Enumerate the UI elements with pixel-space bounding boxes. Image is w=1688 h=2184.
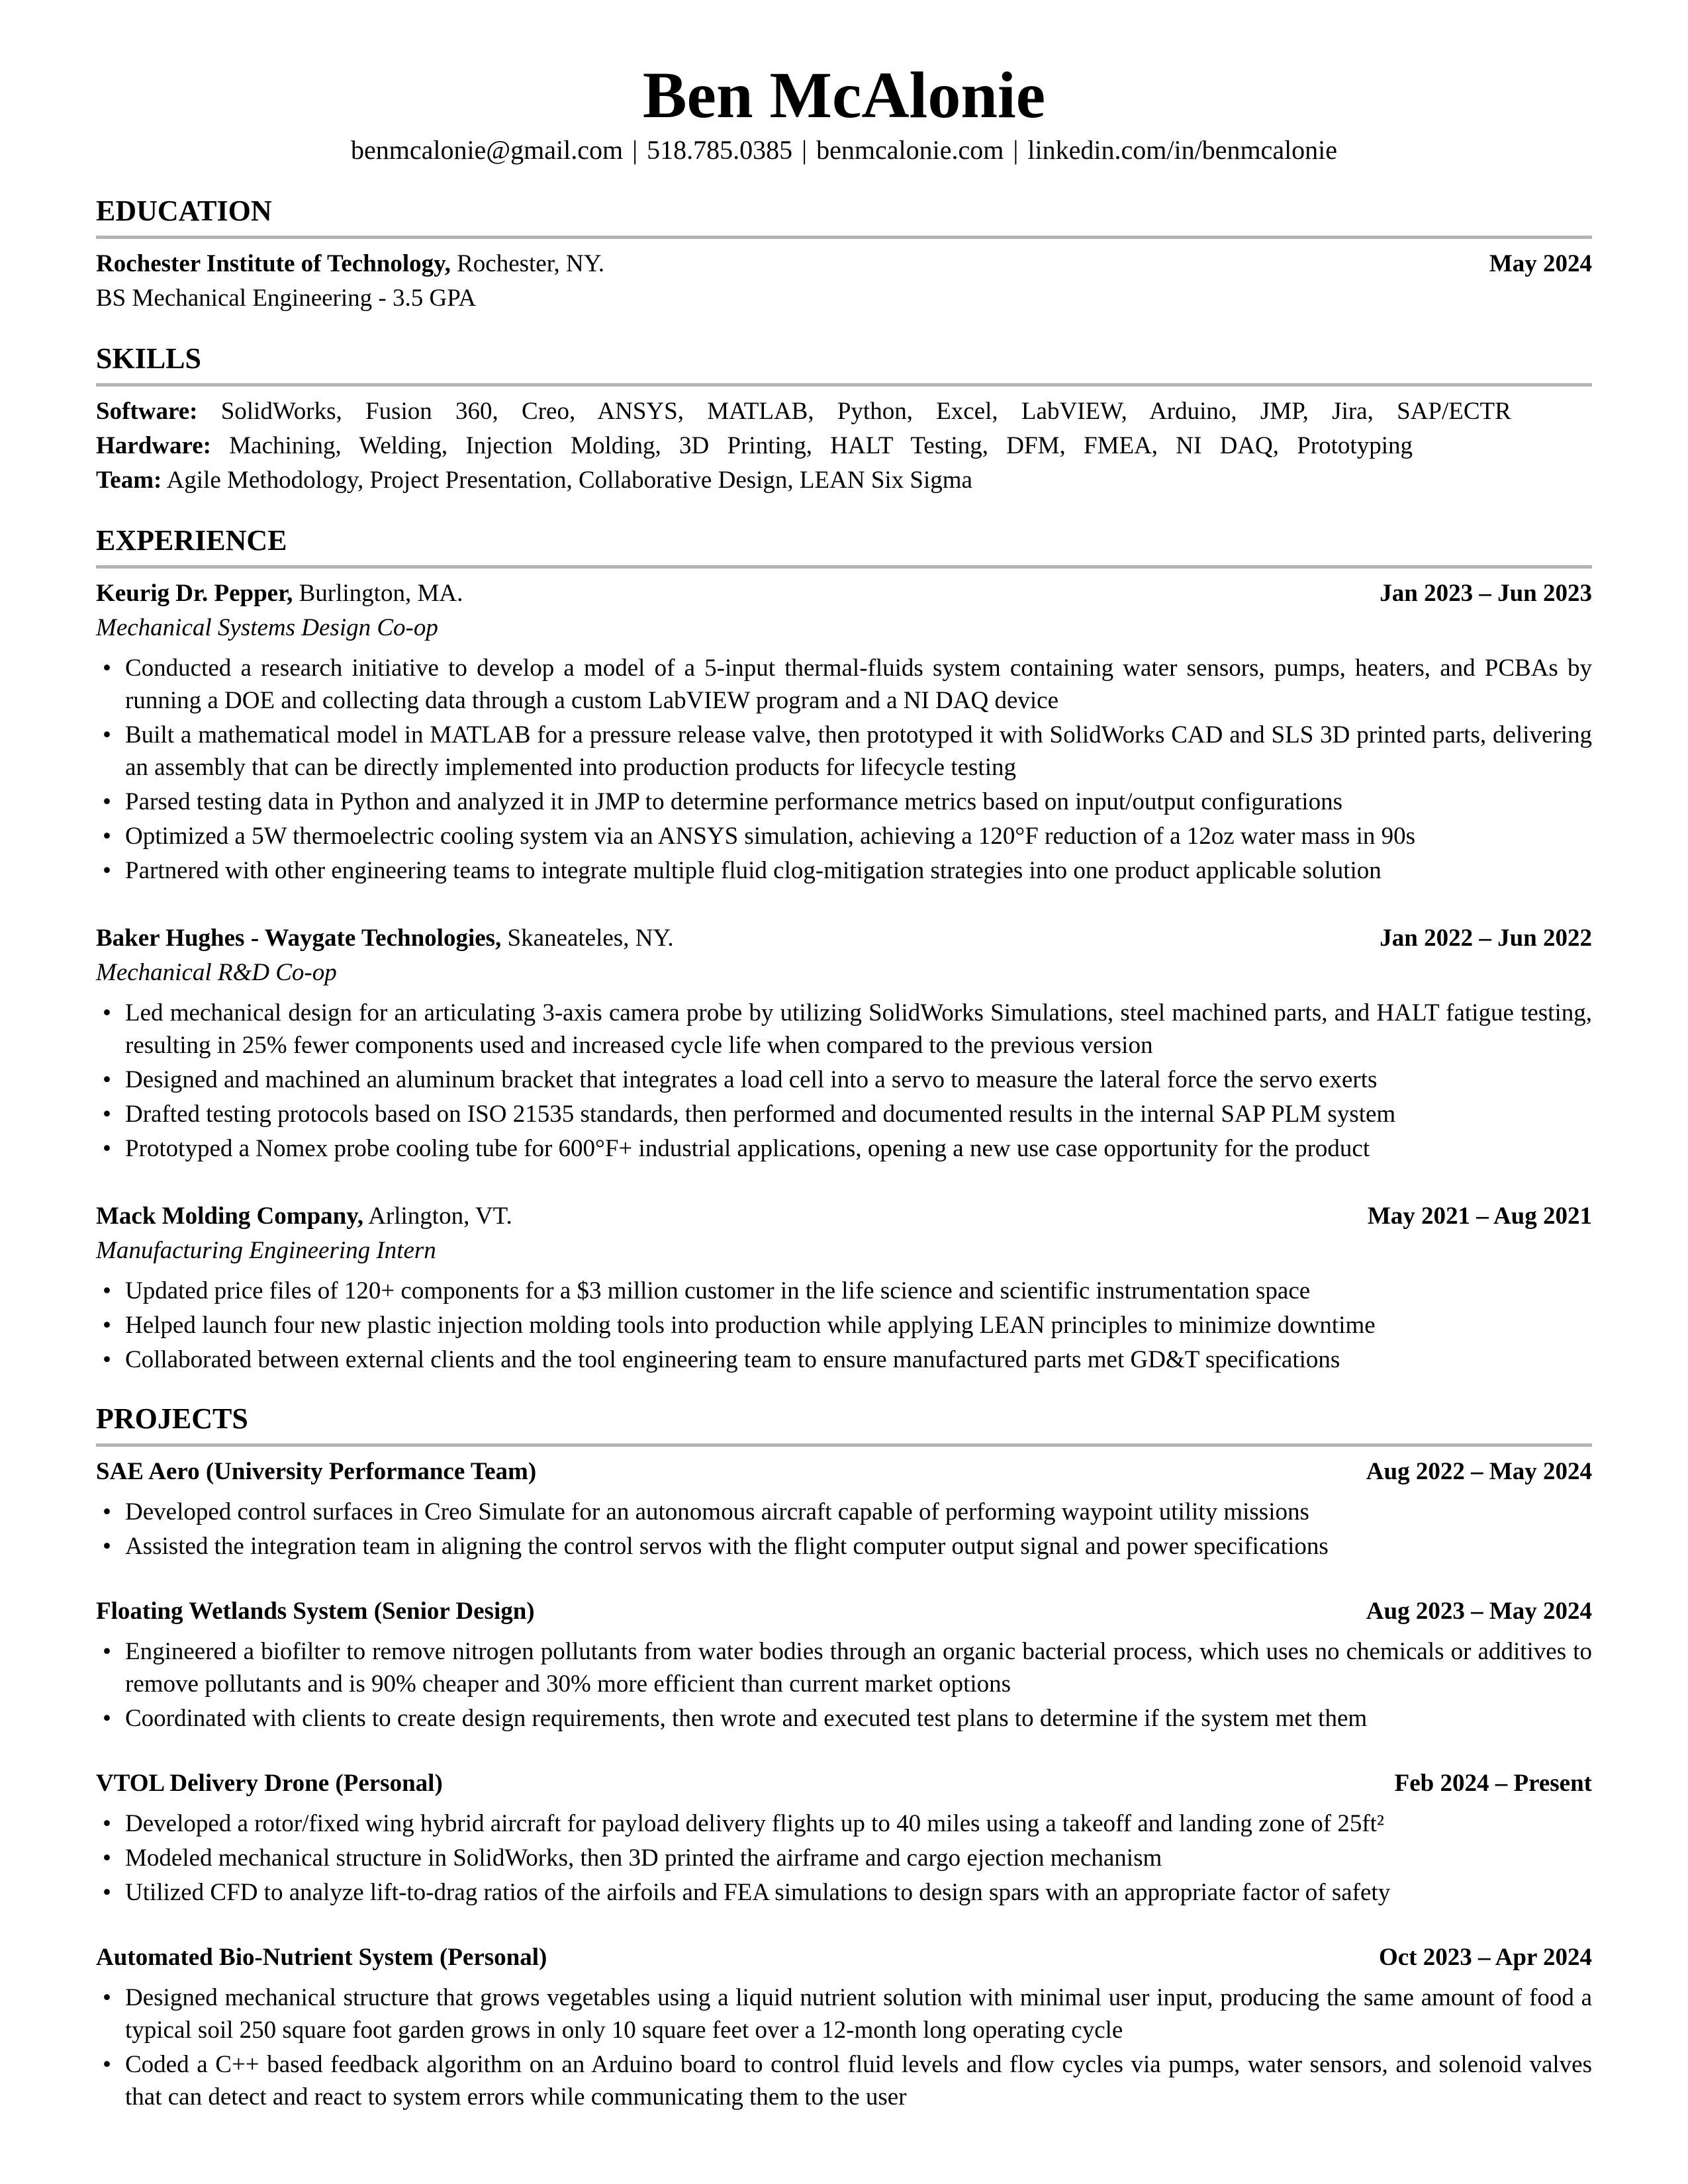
section-title-skills: SKILLS xyxy=(96,342,201,375)
education-entry-header xyxy=(96,247,1592,281)
contact-separator: | xyxy=(802,135,808,165)
job-role: Mechanical Systems Design Co-op xyxy=(96,614,438,641)
section-divider xyxy=(96,565,1592,569)
job-header xyxy=(96,576,1592,611)
project-bullet-list xyxy=(96,1981,1592,2113)
project-header xyxy=(96,1766,1592,1801)
contact-line xyxy=(96,132,1592,168)
project-header xyxy=(96,1594,1592,1629)
bullet-item: • Led mechanical design for an articulating 3-axis camera probe by utilizing SolidWorks Simulations, steel machined parts, and HALT fatigue testing, resulting in 25% fewer components used and increased cycle life when compared to the previous version xyxy=(96,997,1592,1062)
job-keurig xyxy=(96,576,1592,887)
company-location: Arlington, VT. xyxy=(368,1203,512,1230)
bullet-item: • Helped launch four new plastic injection molding tools into production while applying LEAN principles to minimize downtime xyxy=(96,1309,1592,1342)
contact-phone: 518.785.0385 xyxy=(647,135,793,165)
project-name: VTOL Delivery Drone (Personal) xyxy=(96,1770,443,1797)
project-dates: Oct 2023 – Apr 2024 xyxy=(1378,1944,1592,1971)
bullet-item: • Optimized a 5W thermoelectric cooling system via an ANSYS simulation, achieving a 120°F reduction of a 12oz water mass in 90s xyxy=(96,820,1592,852)
company-name: Mack Molding Company, xyxy=(96,1203,363,1230)
section-divider xyxy=(96,1443,1592,1447)
bullet-item: • Engineered a biofilter to remove nitrogen pollutants from water bodies through an organic bacterial process, which uses no chemicals or additives to remove pollutants and is 90% cheaper and 30% more efficient than current market options xyxy=(96,1635,1592,1700)
company-line xyxy=(96,1199,512,1234)
contact-linkedin: linkedin.com/in/benmcalonie xyxy=(1027,135,1338,165)
project-name: SAE Aero (University Performance Team) xyxy=(96,1458,537,1485)
contact-separator: | xyxy=(632,135,638,165)
job-dates: Jan 2023 – Jun 2023 xyxy=(1380,580,1592,607)
company-name: Baker Hughes - Waygate Technologies, xyxy=(96,925,502,952)
job-baker-hughes xyxy=(96,921,1592,1165)
job-bullet-list xyxy=(96,997,1592,1165)
education-date: May 2024 xyxy=(1489,250,1592,277)
project-name: Floating Wetlands System (Senior Design) xyxy=(96,1598,535,1625)
bullet-item: • Assisted the integration team in aligning the control servos with the flight computer output signal and power specifications xyxy=(96,1530,1592,1563)
company-line xyxy=(96,576,463,611)
project-bullet-list xyxy=(96,1807,1592,1909)
section-divider xyxy=(96,383,1592,387)
project-floating-wetlands xyxy=(96,1594,1592,1735)
skills-row-hardware xyxy=(96,429,1592,463)
job-mack-molding xyxy=(96,1199,1592,1376)
section-title-projects: PROJECTS xyxy=(96,1402,248,1435)
skills-row-software xyxy=(96,394,1592,429)
project-bullet-list xyxy=(96,1496,1592,1563)
contact-website: benmcalonie.com xyxy=(816,135,1004,165)
job-header xyxy=(96,1199,1592,1234)
education-body xyxy=(96,247,1592,316)
contact-separator: | xyxy=(1013,135,1019,165)
bullet-item: • Prototyped a Nomex probe cooling tube for 600°F+ industrial applications, opening a new use case opportunity for the product xyxy=(96,1132,1592,1165)
job-dates: May 2021 – Aug 2021 xyxy=(1367,1203,1592,1230)
skills-value-hardware: Machining, Welding, Injection Molding, 3D Printing, HALT Testing, DFM, FMEA, NI DAQ, Prototyping xyxy=(229,432,1413,459)
bullet-item: • Developed control surfaces in Creo Simulate for an autonomous aircraft capable of performing waypoint utility missions xyxy=(96,1496,1592,1528)
project-sae-aero xyxy=(96,1455,1592,1563)
experience-body xyxy=(96,576,1592,1376)
resume-header xyxy=(96,58,1592,168)
bullet-item: • Drafted testing protocols based on ISO 21535 standards, then performed and documented results in the internal SAP PLM system xyxy=(96,1098,1592,1130)
job-dates: Jan 2022 – Jun 2022 xyxy=(1380,925,1592,952)
skills-label-hardware: Hardware: xyxy=(96,432,211,459)
projects-body xyxy=(96,1455,1592,2113)
section-experience xyxy=(96,524,1592,1376)
skills-value-software: SolidWorks, Fusion 360, Creo, ANSYS, MATLAB, Python, Excel, LabVIEW, Arduino, JMP, Jira, SAP/ECTR xyxy=(220,398,1511,425)
bullet-item: • Partnered with other engineering teams to integrate multiple fluid clog-mitigation strategies into one product applicable solution xyxy=(96,854,1592,887)
bullet-item: • Utilized CFD to analyze lift-to-drag ratios of the airfoils and FEA simulations to design spars with an appropriate factor of safety xyxy=(96,1876,1592,1909)
skills-label-team: Team: xyxy=(96,467,162,494)
contact-email: benmcalonie@gmail.com xyxy=(350,135,624,165)
project-bio-nutrient xyxy=(96,1940,1592,2113)
bullet-item: • Coded a C++ based feedback algorithm on an Arduino board to control fluid levels and flow cycles via pumps, water sensors, and solenoid valves that can detect and react to system errors while communicating them to the user xyxy=(96,2048,1592,2113)
job-role: Manufacturing Engineering Intern xyxy=(96,1237,436,1264)
school-name: Rochester Institute of Technology, xyxy=(96,250,451,277)
section-skills xyxy=(96,342,1592,498)
school-line xyxy=(96,247,604,281)
project-vtol-drone xyxy=(96,1766,1592,1909)
company-line xyxy=(96,921,674,956)
project-header xyxy=(96,1455,1592,1489)
bullet-item: • Updated price files of 120+ components for a $3 million customer in the life science and scientific instrumentation space xyxy=(96,1275,1592,1307)
project-dates: Aug 2022 – May 2024 xyxy=(1366,1458,1592,1485)
bullet-item: • Developed a rotor/fixed wing hybrid aircraft for payload delivery flights up to 40 miles using a takeoff and landing zone of 25ft² xyxy=(96,1807,1592,1840)
project-dates: Aug 2023 – May 2024 xyxy=(1366,1598,1592,1625)
company-name: Keurig Dr. Pepper, xyxy=(96,580,293,607)
job-bullet-list xyxy=(96,652,1592,887)
page-title: Ben McAlonie xyxy=(642,58,1046,132)
bullet-item: • Designed and machined an aluminum bracket that integrates a load cell into a servo to measure the lateral force the servo exerts xyxy=(96,1064,1592,1096)
project-bullet-list xyxy=(96,1635,1592,1735)
job-bullet-list xyxy=(96,1275,1592,1376)
degree-line: BS Mechanical Engineering - 3.5 GPA xyxy=(96,285,477,312)
bullet-item: • Coordinated with clients to create design requirements, then wrote and executed test plans to determine if the system met them xyxy=(96,1702,1592,1735)
bullet-item: • Conducted a research initiative to develop a model of a 5-input thermal-fluids system containing water sensors, pumps, heaters, and PCBAs by running a DOE and collecting data through a custom LabVIEW program and a NI DAQ device xyxy=(96,652,1592,717)
bullet-item: • Modeled mechanical structure in SolidWorks, then 3D printed the airframe and cargo ejection mechanism xyxy=(96,1842,1592,1874)
section-title-experience: EXPERIENCE xyxy=(96,524,287,557)
skills-label-software: Software: xyxy=(96,398,198,425)
section-projects xyxy=(96,1402,1592,2113)
bullet-item: • Built a mathematical model in MATLAB for a pressure release valve, then prototyped it with SolidWorks CAD and SLS 3D printed parts, delivering an assembly that can be directly implemented into production products for lifecycle testing xyxy=(96,719,1592,784)
bullet-item: • Designed mechanical structure that grows vegetables using a liquid nutrient solution with minimal user input, producing the same amount of food a typical soil 250 square foot garden grows in only 10 square feet over a 12-month long operating cycle xyxy=(96,1981,1592,2046)
job-role: Mechanical R&D Co-op xyxy=(96,959,337,986)
company-location: Burlington, MA. xyxy=(299,580,463,607)
section-title-education: EDUCATION xyxy=(96,195,272,227)
project-dates: Feb 2024 – Present xyxy=(1394,1770,1592,1797)
job-header xyxy=(96,921,1592,956)
skills-body xyxy=(96,394,1592,498)
section-divider xyxy=(96,236,1592,239)
skills-value-team: Agile Methodology, Project Presentation, Collaborative Design, LEAN Six Sigma xyxy=(166,467,972,494)
section-education xyxy=(96,195,1592,316)
bullet-item: • Parsed testing data in Python and analyzed it in JMP to determine performance metrics based on input/output configurations xyxy=(96,786,1592,818)
school-location: Rochester, NY. xyxy=(457,250,604,277)
project-name: Automated Bio-Nutrient System (Personal) xyxy=(96,1944,547,1971)
project-header xyxy=(96,1940,1592,1975)
bullet-item: • Collaborated between external clients and the tool engineering team to ensure manufactured parts met GD&T specifications xyxy=(96,1343,1592,1376)
company-location: Skaneateles, NY. xyxy=(507,925,674,952)
skills-row-team xyxy=(96,463,1592,498)
